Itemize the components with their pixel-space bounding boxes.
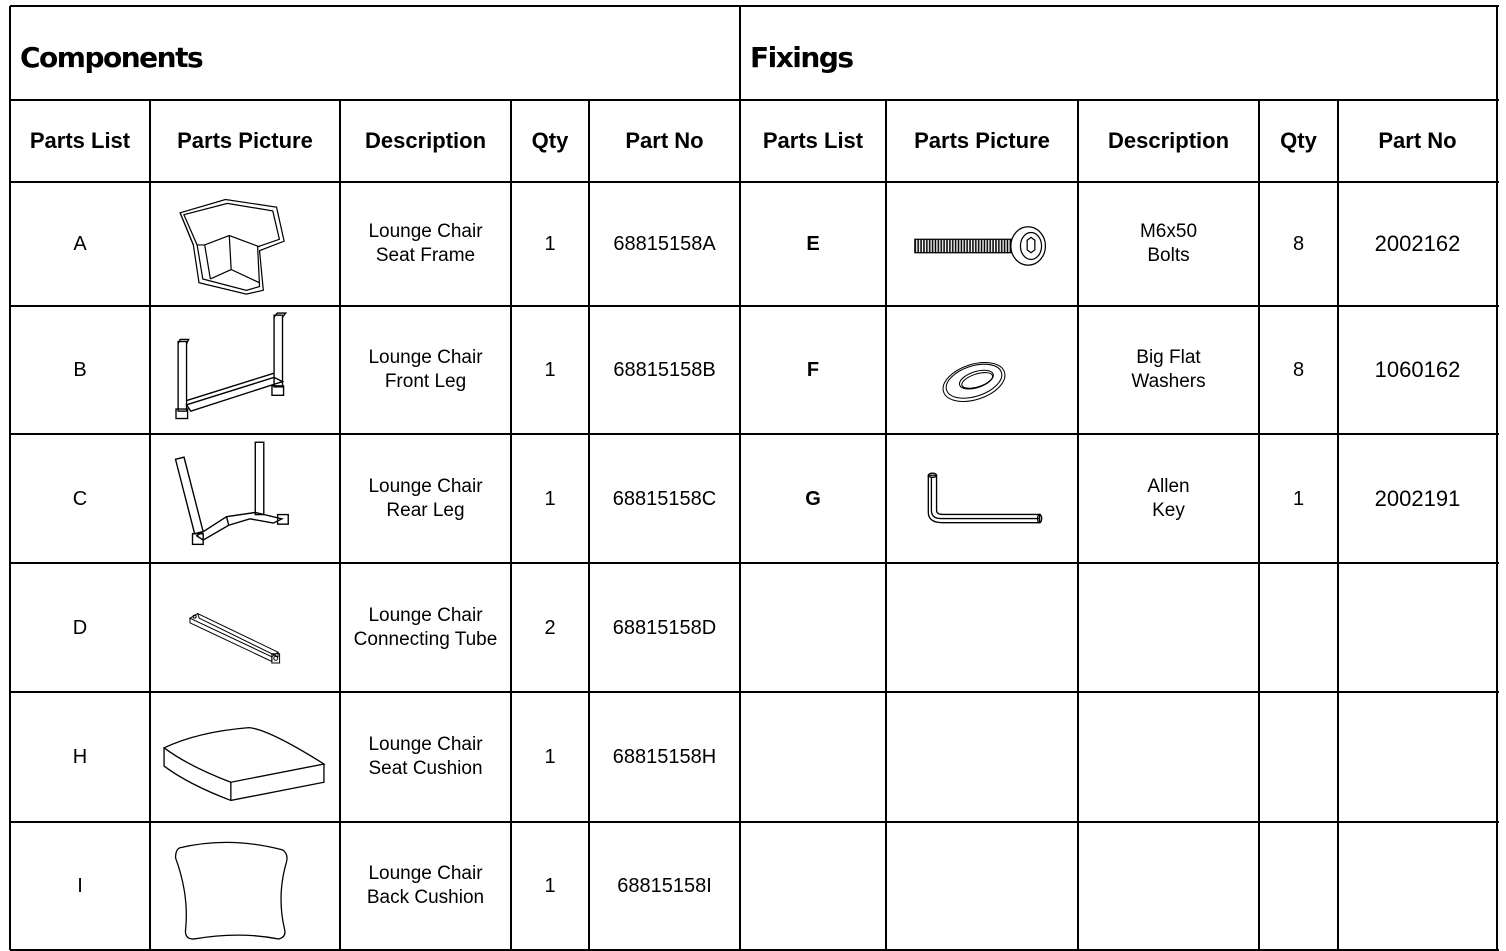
- fixings-part-letter: G: [805, 487, 821, 510]
- back-cushion-icon: [158, 836, 310, 945]
- components-part-no: 68815158D: [612, 616, 717, 639]
- components-parts-list-header: Parts List: [29, 128, 131, 153]
- components-description: Lounge Chair Rear Leg: [368, 475, 483, 521]
- grid-line: [10, 5, 1499, 7]
- components-description: Lounge Chair Seat Cushion: [368, 734, 483, 779]
- components-qty: 1: [544, 359, 556, 381]
- allen-key-icon: [918, 468, 1052, 532]
- grid-line: [9, 6, 11, 101]
- components-part-no: 68815158I: [617, 875, 712, 897]
- components-qty: 1: [544, 746, 556, 768]
- fixings-qty: 1: [1292, 487, 1305, 510]
- fixings-part-letter: F: [806, 359, 820, 381]
- components-description: Lounge Chair Connecting Tube: [353, 604, 498, 650]
- components-title: Components: [20, 41, 203, 74]
- fixings-part-no: 2002191: [1374, 485, 1461, 511]
- fixings-title: Fixings: [750, 41, 853, 74]
- grid-line: [10, 691, 1499, 693]
- components-qty: 1: [544, 487, 556, 510]
- rear-leg-icon: [158, 438, 310, 555]
- components-part-letter: C: [72, 487, 88, 510]
- seat-frame-icon: [158, 192, 310, 296]
- fixings-description: Allen Key: [1147, 475, 1190, 521]
- components-qty: 2: [544, 616, 556, 639]
- components-part-letter: B: [73, 359, 87, 381]
- components-part-no: 68815158A: [613, 233, 716, 255]
- fixings-part-no: 1060162: [1374, 357, 1461, 382]
- components-description: Lounge Chair Back Cushion: [366, 863, 485, 908]
- components-qty: 1: [544, 233, 556, 255]
- components-part-no-header: Part No: [625, 128, 704, 153]
- fixings-part-no: 2002162: [1374, 231, 1461, 256]
- connecting-tube-icon: [158, 595, 310, 680]
- components-part-letter: H: [72, 746, 88, 768]
- components-part-letter: D: [72, 616, 88, 639]
- fixings-description-header: Description: [1107, 128, 1230, 153]
- washer-icon: [930, 358, 1018, 406]
- fixings-qty-header: Qty: [1280, 128, 1317, 153]
- grid-line: [1496, 6, 1498, 101]
- grid-line: [10, 821, 1499, 823]
- components-part-letter: A: [73, 233, 87, 255]
- fixings-description: M6x50 Bolts: [1139, 221, 1198, 266]
- front-leg-icon: [158, 312, 310, 428]
- components-parts-picture-header: Parts Picture: [177, 128, 313, 153]
- fixings-qty: 8: [1292, 233, 1305, 255]
- seat-cushion-icon: [158, 716, 330, 808]
- bolt-icon: [908, 222, 1058, 270]
- components-qty: 1: [544, 875, 556, 897]
- components-part-letter: I: [77, 875, 83, 897]
- components-part-no: 68815158C: [612, 487, 717, 510]
- fixings-part-letter: E: [806, 233, 820, 255]
- components-qty-header: Qty: [531, 128, 569, 153]
- grid-line: [739, 6, 741, 101]
- fixings-parts-list-header: Parts List: [762, 128, 864, 153]
- fixings-qty: 8: [1292, 359, 1305, 381]
- fixings-description: Big Flat Washers: [1131, 347, 1206, 392]
- components-description: Lounge Chair Seat Frame: [368, 221, 483, 266]
- fixings-parts-picture-header: Parts Picture: [914, 128, 1050, 153]
- components-part-no: 68815158B: [613, 359, 716, 381]
- components-description-header: Description: [364, 128, 487, 153]
- components-description: Lounge Chair Front Leg: [368, 347, 483, 392]
- components-part-no: 68815158H: [612, 746, 717, 768]
- fixings-part-no-header: Part No: [1378, 128, 1457, 153]
